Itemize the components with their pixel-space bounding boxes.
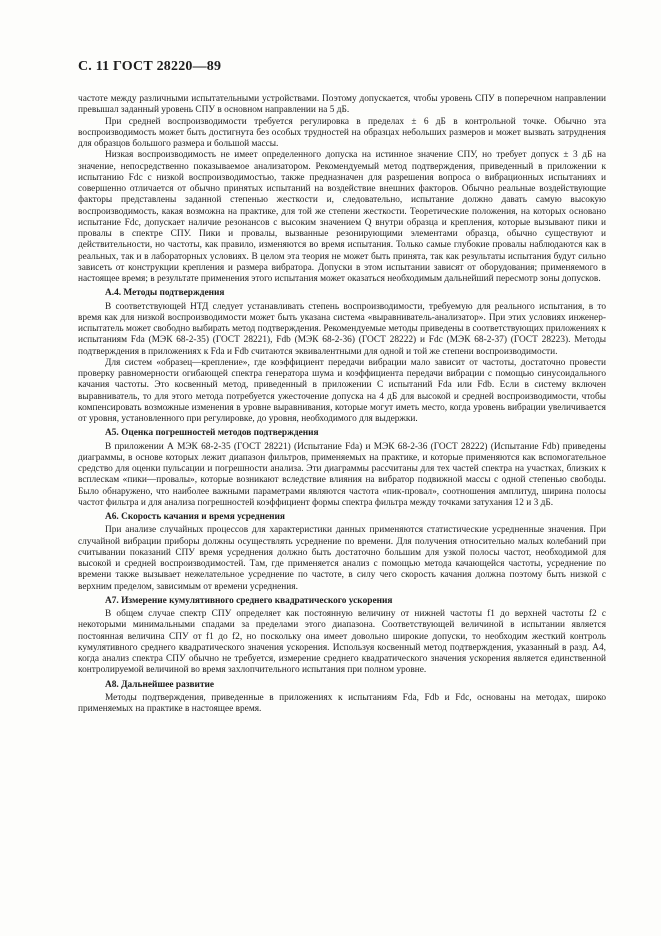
paragraph: В общем случае спектр СПУ определяет как постоянную величину от нижней частоты f1 до верхней частоты f2 с некоторыми минимальными спадами за пределами этого диапазона. Соответствующей величиной в испытании является постоянная величина СПУ от f1 до f2, но поскольку она имеет довольно широкие допуски, то необходим жесткий контроль кумулятивного среднего квадратического значения ускорения. Используя косвенный метод подтверждения, указанный в разд. А4, когда анализ спектра СПУ обычно не требуется, измерение среднего квадратического значения ускорения является единственной контролируемой величиной во время захлопчительного испытания при полном уровне.: [78, 609, 606, 676]
paragraph: частоте между различными испытательными устройствами. Поэтому допускается, чтобы уровень СПУ в поперечном направлении превышал заданный уровень СПУ в основном направлении на 5 дБ.: [78, 94, 606, 116]
paragraph: Методы подтверждения, приведенные в приложениях к испытаниям Fda, Fdb и Fdc, основаны на методах, широко применяемых на практике в настоящее время.: [78, 692, 606, 714]
section-heading: А7. Измерение кумулятивного среднего квадратического ускорения: [105, 595, 393, 606]
paragraph: При анализе случайных процессов для характеристики данных применяются статистические усредненные значения. При случайной вибрации приборы должны осуществлять усреднение по времени. Для получения относительно малых колебаний при считывании показаний СПУ время усреднения должно быть достаточно большим для узкой полосы частот, необходимой для высокой и средней воспроизводимостей. Там, где применяется анализ с помощью метода качающейся частоты, усреднение по времени также вызывает нежелательное усреднение по частоте, в силу чего скорость качания должна поэтому быть низкой с верхним пределом, зависимым от времени усреднения.: [78, 525, 606, 592]
paragraph: Для систем «образец—крепление», где коэффициент передачи вибрации мало зависит от частоты, достаточно провести проверку равномерности огибающей спектра генератора шума и коэффициента передачи вибрации с помощью синусоидального качания частоты. Это косвенный метод, приведенный в приложении С испытаний Fda или Fdb. Если в систему включен выравниватель, то для этого метода потребуется ужесточение допуска на 4 дБ для высокой и средней воспроизводимости, чтобы компенсировать возможные изменения в уровне выравнивания, которые могут иметь место, когда уровень вибрации увеличивается от уровня, установленного при регулировке, до уровня, необходимого для выдержки.: [78, 357, 606, 424]
paragraph: В соответствующей НТД следует устанавливать степень воспроизводимости, требуемую для реального испытания, в то время как для низкой воспроизводимости может быть указана система «выравниватель-анализатор». При этих условиях инженер-испытатель может свободно выбирать метод подтверждения. Рекомендуемые методы приведены в соответствующих приложениях к испытаниям Fda (МЭК 68-2-35) (ГОСТ 28221), Fdb (МЭК 68-2-36) (ГОСТ 28222) и Fdc (МЭК 68-2-37) (ГОСТ 28223). Методы подтверждения в приложениях к Fda и Fdb считаются эквивалентными для одной и той же степени воспроизводимости.: [78, 301, 606, 357]
section-heading: А6. Скорость качания и время усреднения: [105, 512, 285, 522]
page-header: С. 11 ГОСТ 28220—89: [78, 59, 222, 74]
section-heading: А5. Оценка погрешностей методов подтверждения: [105, 428, 319, 439]
document-body: [78, 94, 606, 715]
paragraph: Низкая воспроизводимость не имеет определенного допуска на истинное значение СПУ, но требует допуск ± 3 дБ на значение, непосредственно показываемое анализатором. Рекомендуемый метод подтверждения, приведенный в приложении к испытанию Fdc с низкой воспроизводимостью, также предназначен для разрешения вопроса о вибрационных испытаниях и совершенно отличается от обычно принятых испытаний на воздействие внешних факторов. Обычно реальные воздействующие факторы представлены заданной степенью жесткости и, следовательно, испытание должно давать самую высокую воспроизводимость, какая возможна на практике, для той же степени жесткости. Теоретические положения, на которых основано испытание Fdc, допускает наличие резонансов с высоким значением Q внутри образца и крепления, которые вызывают пики и провалы в спектре СПУ. Пики и провалы, вызванные резонирующими элементами образца, обычно существуют и действительности, но частоты, как правило, изменяются во время испытания. Только самые глубокие провалы наблюдаются как в реальных, так и в лабораторных условиях. В целом эта теория не может быть принята, так как результаты испытания будут сильно зависеть от конструкции крепления и размера вибратора. Допуски в этом испытании зависят от оборудования; применяемого в настоящее время; в результате применения этого испытания может оказаться необходимым дальнейший пересмотр зоны допусков.: [78, 150, 606, 284]
paragraph: При средней воспроизводимости требуется регулировка в пределах ± 6 дБ в контрольной точке. Обычно эта воспроизводимость может быть достигнута без особых трудностей на образцах небольших размеров и может вызвать затруднения для образцов большого размера и большой массы.: [78, 116, 606, 149]
section-heading: А.4. Методы подтверждения: [105, 288, 225, 299]
paragraph: В приложении А МЭК 68-2-35 (ГОСТ 28221) (Испытание Fda) и МЭК 68-2-36 (ГОСТ 28222) (Испытание Fdb) приведены диаграммы, в основе которых лежит диапазон фильтров, применяемых на практике, и которые применяются как вспомогательное средство для оценки пульсации и погрешности анализа. Эти диаграммы рассчитаны для тех частей спектра на участках, близких к всплескам «пики—провалы», которые возникают вследствие влияния на вибратор подвижной массы с одной степенью свободы. Было обнаружено, что наиболее важными параметрами являются частота «пик-провал», соотношения амплитуд, ширина полосы частот фильтра и для анализа погрешностей коэффициент формы спектра фильтра между точками затухания 12 и 3 дБ.: [78, 441, 606, 508]
section-heading: А8. Дальнейшее развитие: [105, 679, 215, 690]
